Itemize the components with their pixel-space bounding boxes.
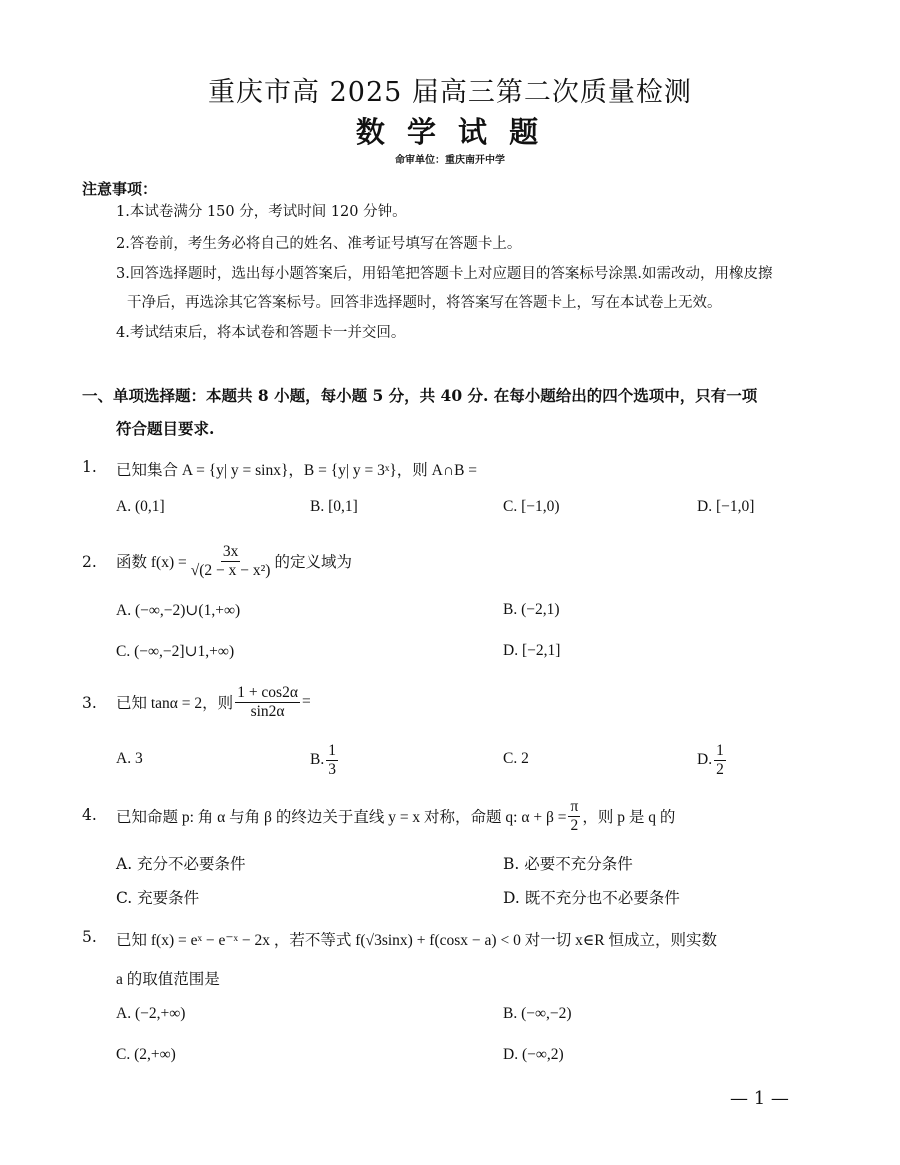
option-d: D. 既不充分也不必要条件 [503,889,680,907]
fraction-denominator: 3 [328,760,336,778]
question-text-cont: a 的取值范围是 [116,971,220,988]
option-b: B. 必要不充分条件 [503,855,633,873]
notice-item-1: 1.本试卷满分 150 分，考试时间 120 分钟。 [116,204,407,220]
option-c: C. 充要条件 [116,889,200,907]
issuing-unit: 命审单位：重庆南开中学 [395,155,505,166]
fraction-numerator: 3x [222,542,239,560]
fraction-numerator: 1 [328,741,336,759]
notice-item-2: 2.答卷前，考生务必将自己的姓名、准考证号填写在答题卡上。 [116,236,522,252]
question-text [116,677,311,727]
question-text: 已知 f(x) = eˣ − e⁻ˣ − 2x ，若不等式 f(√3sinx) + f(cosx − a) < 0 对一切 x∈R 恒成立，则实数 [116,932,718,949]
question-number: 3. [82,694,97,712]
fraction-denominator: sin2α [250,702,285,720]
option-label: D. [697,751,713,768]
question-text [116,536,352,586]
option-c: C. 2 [503,750,529,767]
option-a: A. (0,1] [116,498,165,515]
fraction-denominator: 2 [716,760,724,778]
fraction-denominator: √(2 − x − x²) [190,561,271,579]
page-subtitle: 数 学 试 题 [355,115,545,149]
fraction-numerator: 1 [716,741,724,759]
notice-item-4: 4.考试结束后，将本试卷和答题卡一并交回。 [116,325,406,341]
section-heading: 一、单项选择题：本题共 8 小题，每小题 5 分，共 40 分. 在每小题给出的四个选项中，只有一项 [82,386,758,405]
question-text: 已知集合 A = {y| y = sinx}，B = {y| y = 3ˣ}，则 A∩B = [116,462,478,479]
fraction [714,742,726,779]
fraction [189,543,273,580]
fraction [235,684,300,721]
question-text-pre: 函数 f(x) = [116,554,187,571]
section-heading-cont: 符合题目要求. [116,419,215,438]
question-text [116,792,675,840]
fraction-denominator: 2 [570,816,579,834]
notice-heading: 注意事项： [82,180,158,198]
option-d: D. [−1,0] [697,498,755,515]
question-number: 5. [82,928,97,946]
option-c: C. [−1,0) [503,498,560,515]
option-b: B. (−2,1) [503,601,560,618]
option-a: A. 3 [116,750,143,767]
notice-item-3: 3.回答选择题时，选出每小题答案后，用铅笔把答题卡上对应题目的答案标号涂黑.如需改动，用橡皮擦 [116,266,773,282]
question-text-post: 的定义域为 [274,554,352,571]
question-number: 1. [82,458,97,476]
page-number: — 1 — [730,1088,789,1109]
option-d [697,737,728,783]
question-number: 2. [82,553,97,571]
fraction-numerator: π [570,797,579,815]
option-a: A. 充分不必要条件 [116,855,246,873]
option-b [310,737,340,783]
option-a: A. (−2,+∞) [116,1005,186,1022]
question-text-pre: 已知命题 p: 角 α 与角 β 的终边关于直线 y = x 对称，命题 q: α + β = [116,809,567,826]
option-b: B. (−∞,−2) [503,1005,572,1022]
option-d: D. (−∞,2) [503,1046,564,1063]
fraction-numerator: 1 + cos2α [237,683,298,701]
option-a: A. (−∞,−2)∪(1,+∞) [116,602,241,619]
option-c: C. (2,+∞) [116,1046,176,1063]
page-title: 重庆市高 2025 届高三第二次质量检测 [208,77,692,108]
fraction [568,798,580,835]
question-number: 4. [82,806,97,824]
fraction [326,742,338,779]
question-text-post: = [301,693,311,710]
question-text-post: ，则 p 是 q 的 [582,809,676,826]
question-text-pre: 已知 tanα = 2，则 [116,695,234,712]
option-d: D. [−2,1] [503,642,561,659]
option-label: B. [310,751,325,768]
option-b: B. [0,1] [310,498,358,515]
notice-item-3-cont: 干净后，再选涂其它答案标号。回答非选择题时，将答案写在答题卡上，写在本试卷上无效。 [127,295,722,311]
option-c: C. (−∞,−2]∪1,+∞) [116,643,235,660]
